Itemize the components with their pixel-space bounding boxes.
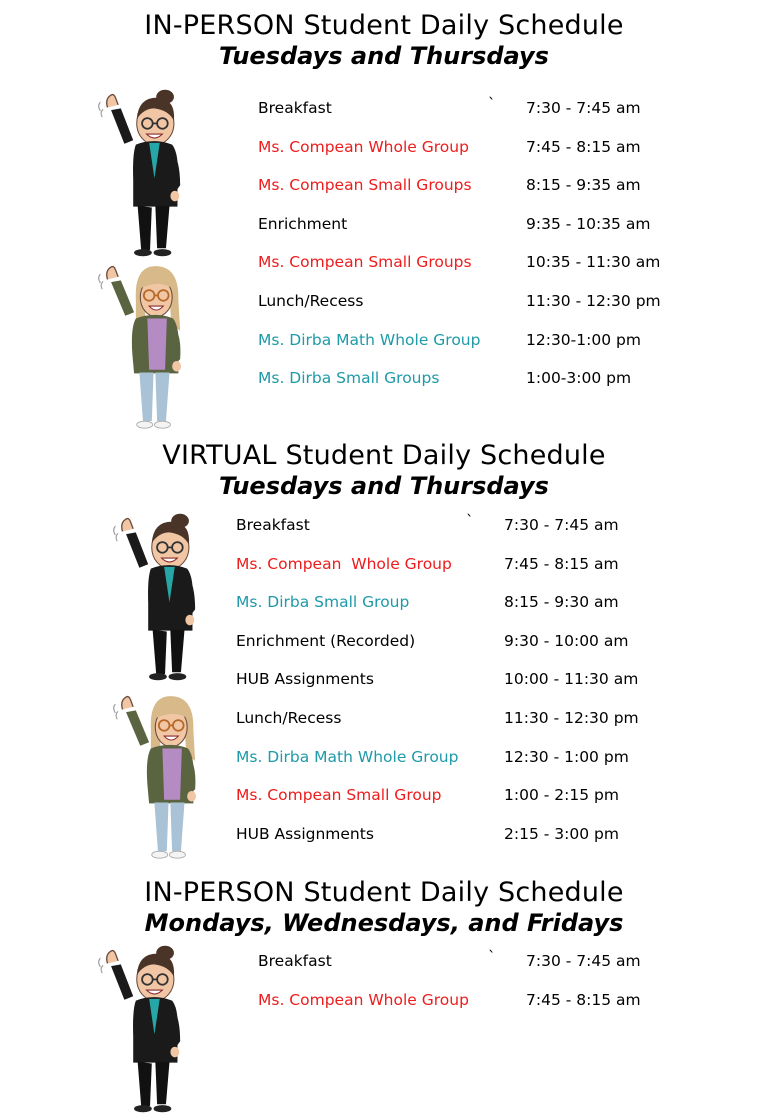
time-label: 9:30 - 10:00 am xyxy=(504,631,629,650)
activity-label: Ms. Dirba Math Whole Group xyxy=(236,747,459,766)
time-label: 7:45 - 8:15 am xyxy=(504,554,619,573)
time-label: 10:00 - 11:30 am xyxy=(504,670,639,689)
time-label: 7:45 - 8:15 am xyxy=(526,990,641,1009)
schedule-row xyxy=(258,212,740,236)
avatar-compean xyxy=(95,88,190,258)
time-label: 7:30 - 7:45 am xyxy=(526,99,641,117)
activity-label: Ms. Compean Small Groups xyxy=(258,176,472,195)
schedule-row xyxy=(236,822,740,846)
activity-label: Ms. Compean Small Group xyxy=(236,786,442,805)
activity-label: Ms. Compean Whole Group xyxy=(236,554,452,573)
schedule-row xyxy=(236,667,740,691)
time-label: 9:35 - 10:35 am xyxy=(526,214,651,233)
activity-label: Ms. Compean Whole Group xyxy=(258,137,469,156)
activity-label: Ms. Compean Small Groups xyxy=(258,253,472,272)
time-label: 12:30-1:00 pm xyxy=(526,330,641,349)
time-label: 1:00 - 2:15 pm xyxy=(504,786,619,805)
activity-label: Ms. Dirba Small Groups xyxy=(258,369,440,388)
time-label: 12:30 - 1:00 pm xyxy=(504,747,629,766)
time-label: 7:30 - 7:45 am xyxy=(526,952,641,970)
time-label: 11:30 - 12:30 pm xyxy=(504,709,639,727)
section-subtitle: Mondays, Wednesdays, and Fridays xyxy=(144,909,624,937)
section-title: VIRTUAL Student Daily Schedule xyxy=(162,440,606,471)
backtick-mark: ` xyxy=(488,95,496,113)
section-title: IN-PERSON Student Daily Schedule xyxy=(144,10,624,41)
activity-label: Ms. Dirba Small Group xyxy=(236,593,410,612)
schedule-row xyxy=(236,590,740,614)
time-label: 8:15 - 9:35 am xyxy=(526,176,641,195)
schedule-row xyxy=(236,706,740,730)
schedule-row xyxy=(258,250,740,274)
schedule-row xyxy=(258,328,740,352)
schedule-row xyxy=(258,289,740,313)
activity-label: Enrichment xyxy=(258,214,348,233)
schedule-row xyxy=(236,552,740,576)
schedule-row xyxy=(258,173,740,197)
activity-label: Breakfast xyxy=(236,516,310,534)
time-label: 10:35 - 11:30 am xyxy=(526,253,661,272)
activity-label: Breakfast xyxy=(258,952,332,970)
avatar-dirba xyxy=(95,260,190,430)
section-title: IN-PERSON Student Daily Schedule xyxy=(144,877,624,908)
avatar-compean xyxy=(110,512,205,682)
activity-label: Ms. Dirba Math Whole Group xyxy=(258,330,481,349)
schedule-row xyxy=(258,949,740,973)
schedule-row xyxy=(258,96,740,120)
avatar-dirba xyxy=(110,690,205,860)
avatar-compean xyxy=(95,944,190,1114)
activity-label: HUB Assignments xyxy=(236,670,374,689)
activity-label: HUB Assignments xyxy=(236,824,374,843)
section-subtitle: Tuesdays and Thursdays xyxy=(219,472,549,500)
schedule-row xyxy=(258,366,740,390)
time-label: 2:15 - 3:00 pm xyxy=(504,824,619,843)
schedule-row xyxy=(258,135,740,159)
activity-label: Lunch/Recess xyxy=(258,292,364,310)
schedule-row xyxy=(236,513,740,537)
schedule-row xyxy=(236,629,740,653)
time-label: 11:30 - 12:30 pm xyxy=(526,292,661,310)
time-label: 1:00-3:00 pm xyxy=(526,369,632,388)
activity-label: Ms. Compean Whole Group xyxy=(258,990,469,1009)
activity-label: Lunch/Recess xyxy=(236,709,342,727)
backtick-mark: ` xyxy=(488,948,496,966)
section-subtitle: Tuesdays and Thursdays xyxy=(219,42,549,70)
time-label: 7:30 - 7:45 am xyxy=(504,516,619,534)
time-label: 7:45 - 8:15 am xyxy=(526,137,641,156)
activity-label: Enrichment (Recorded) xyxy=(236,631,416,650)
schedule-row xyxy=(258,988,740,1012)
activity-label: Breakfast xyxy=(258,99,332,117)
schedule-row xyxy=(236,783,740,807)
schedule-row xyxy=(236,745,740,769)
backtick-mark: ` xyxy=(466,512,474,530)
time-label: 8:15 - 9:30 am xyxy=(504,593,619,612)
